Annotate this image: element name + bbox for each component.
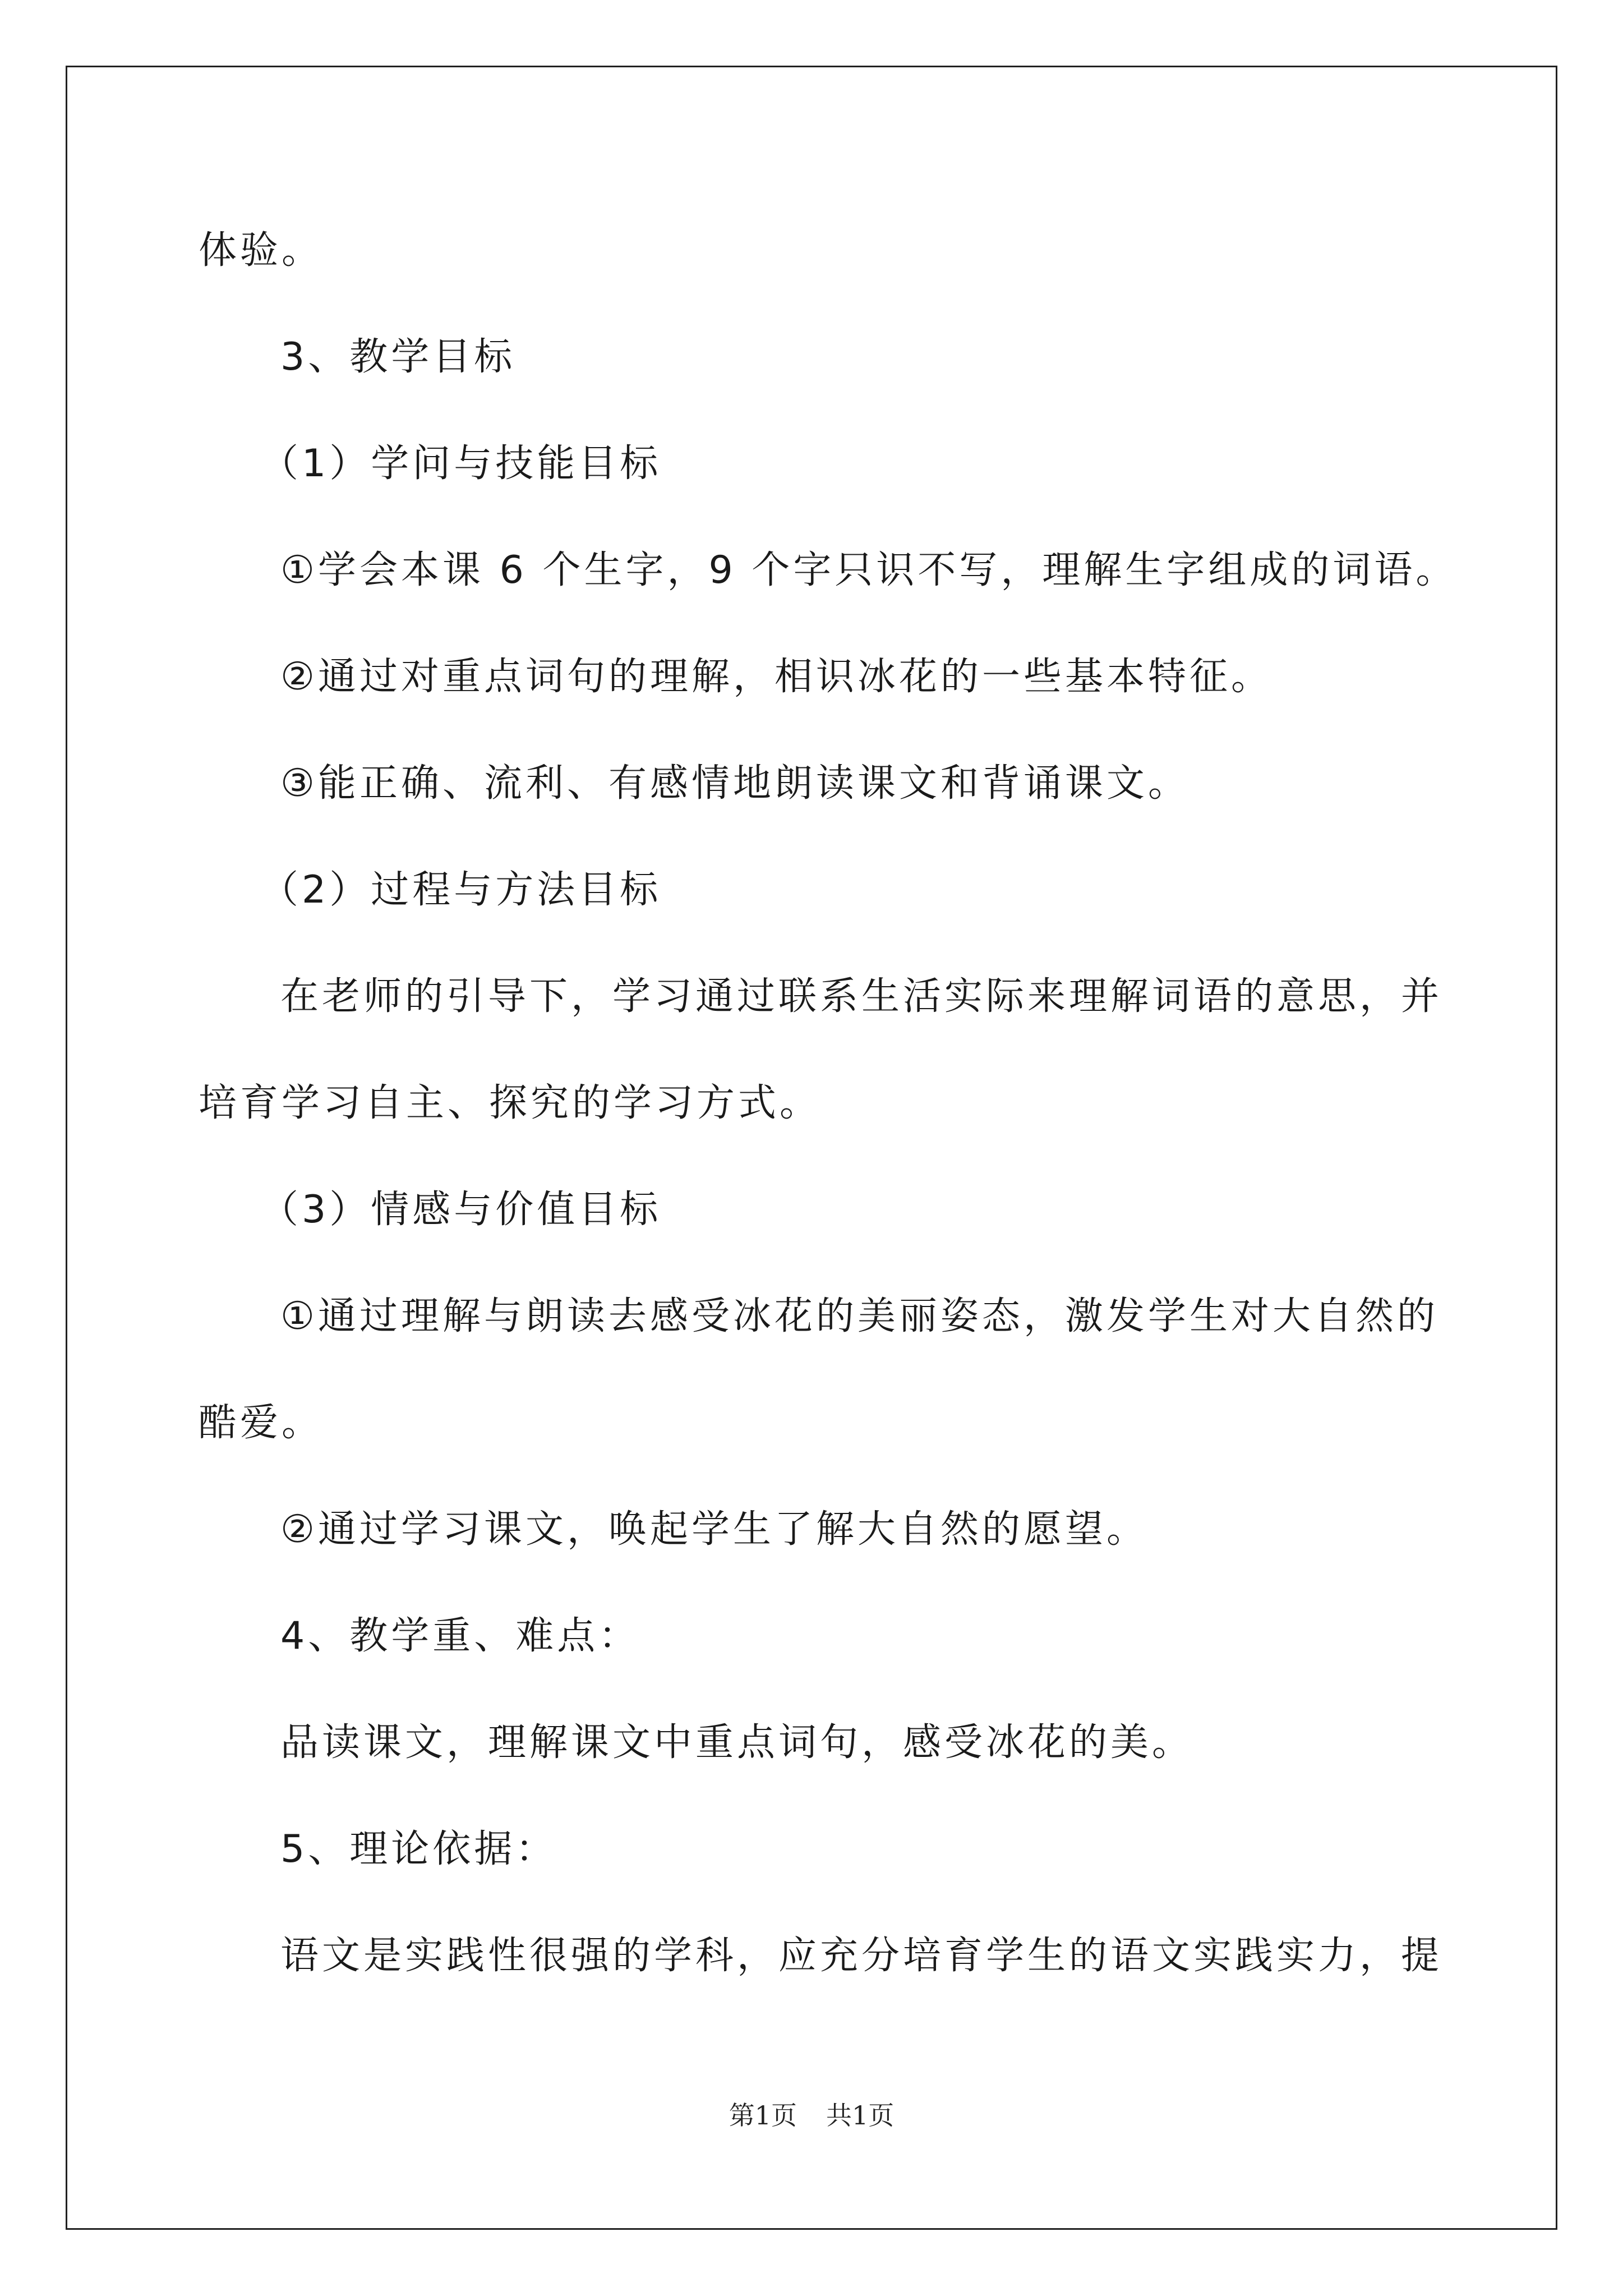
text-line: ②通过学习课文，唤起学生了解大自然的愿望。	[280, 1507, 1148, 1552]
subsection-heading: （2）过程与方法目标	[260, 868, 662, 912]
text-line: 在老师的引导下，学习通过联系生活实际来理解词语的意思，并	[280, 974, 1443, 1019]
section-heading: 4、教学重、难点：	[280, 1614, 640, 1658]
text-line: 语文是实践性很强的学科，应充分培育学生的语文实践实力，提	[280, 1934, 1443, 1978]
text-line: 体验。	[199, 228, 324, 273]
section-heading: 5、理论依据：	[280, 1827, 557, 1871]
text-line: 酷爱。	[199, 1401, 324, 1445]
text-line: ③能正确、流利、有感情地朗读课文和背诵课文。	[280, 761, 1189, 806]
page-number: 第1页	[728, 2100, 797, 2131]
subsection-heading: （1）学问与技能目标	[260, 441, 662, 486]
subsection-heading: （3）情感与价值目标	[260, 1188, 662, 1232]
page-border	[66, 66, 1557, 2230]
text-line: 培育学习自主、探究的学习方式。	[199, 1081, 822, 1125]
page-total: 共1页	[826, 2100, 895, 2131]
text-line: 品读课文，理解课文中重点词句，感受冰花的美。	[280, 1720, 1194, 1765]
text-line: ①学会本课 6 个生字，9 个字只识不写，理解生字组成的词语。	[280, 548, 1458, 592]
section-heading: 3、教学目标	[280, 335, 516, 379]
text-line: ①通过理解与朗读去感受冰花的美丽姿态，激发学生对大自然的	[280, 1294, 1438, 1338]
page-footer	[0, 2099, 1623, 2132]
text-line: ②通过对重点词句的理解，相识冰花的一些基本特征。	[280, 655, 1272, 699]
